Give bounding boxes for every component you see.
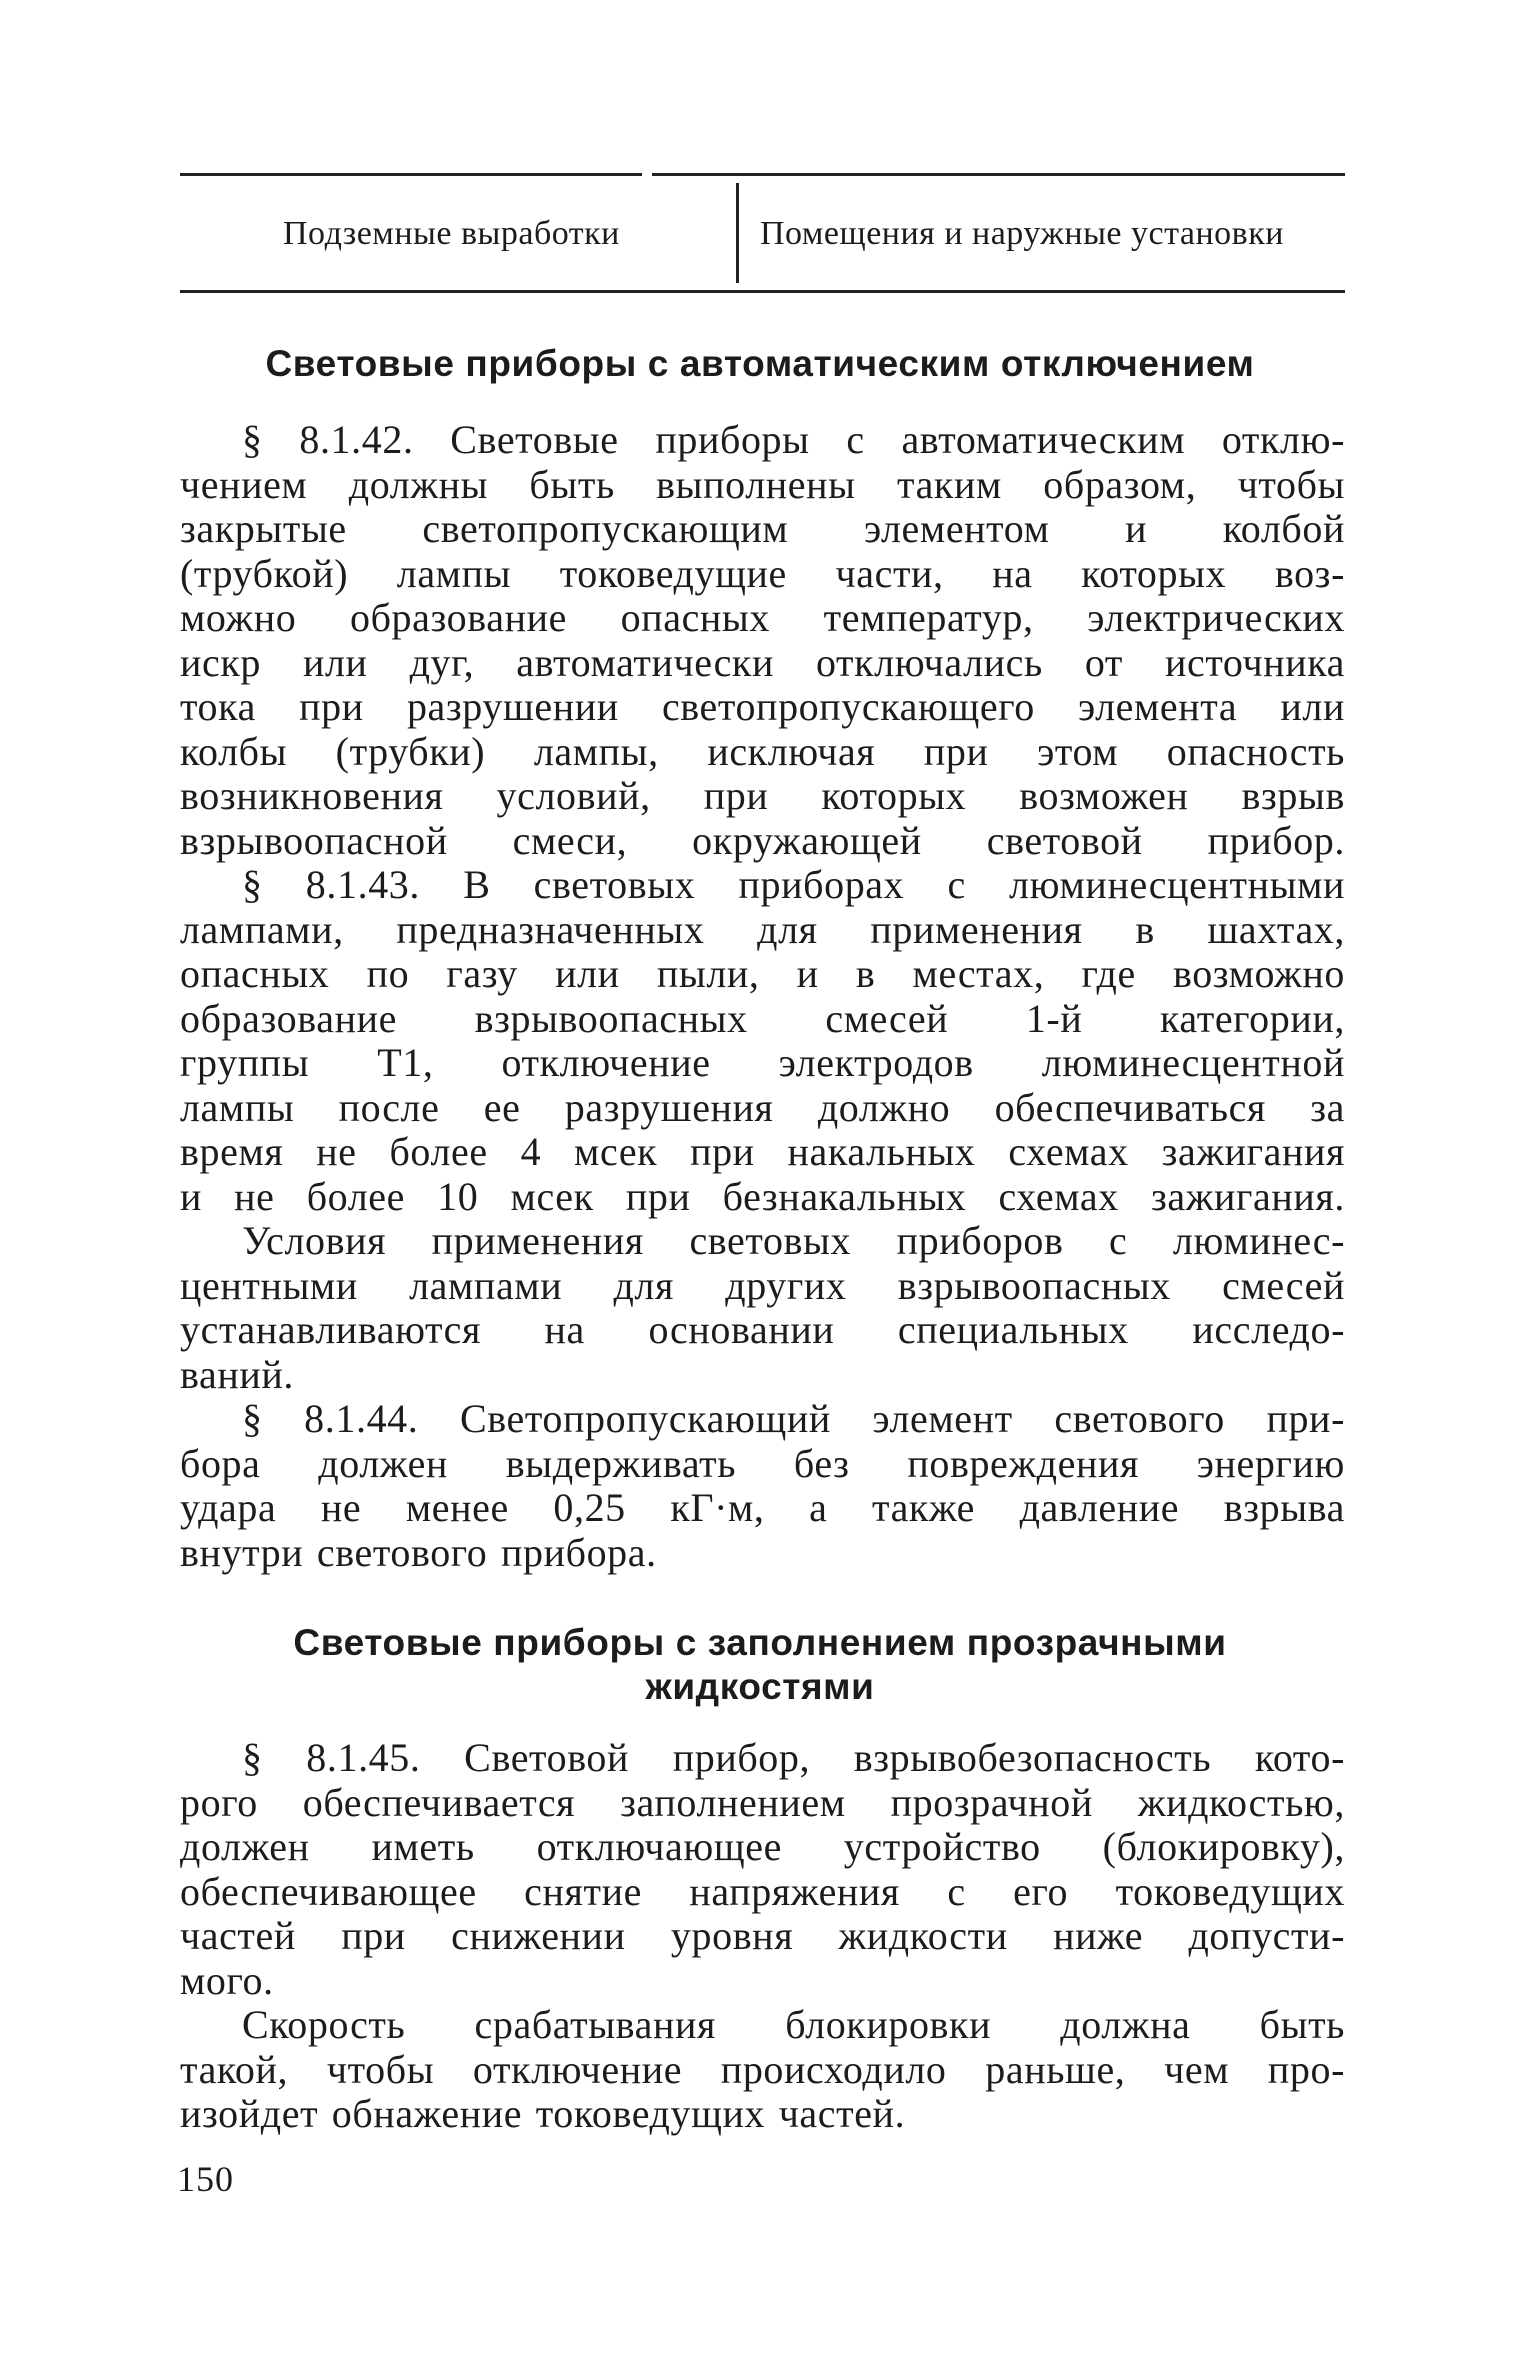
header-rule-top-left	[180, 173, 642, 176]
header-rule-top-right	[652, 173, 1345, 176]
section-heading-line: жидкостями	[645, 1666, 875, 1707]
text-line: Условия применения световых приборов с люминес-	[242, 1218, 1345, 1263]
text-line: возникновения условий, при которых возможен взрыв	[180, 773, 1345, 818]
section-heading-liquid-filled	[180, 1621, 1340, 1709]
text-line: можно образование опасных температур, электрических	[180, 595, 1345, 640]
text-line: бора должен выдерживать без повреждения энергию	[180, 1440, 1345, 1486]
paragraph-conditions	[180, 1219, 1345, 1397]
text-line: и не более 10 мсек при безнакальных схемах зажигания.	[180, 1173, 1345, 1219]
text-line: искр или дуг, автоматически отключались от источника	[180, 639, 1345, 685]
text-line: лампами, предназначенных для применения в шахтах,	[180, 906, 1345, 952]
text-line: образование взрывоопасных смесей 1-й категории,	[180, 995, 1345, 1041]
text-line: удара не менее 0,25 кГ·м, а также давление взрыва	[180, 1485, 1345, 1530]
running-header-table	[180, 173, 1345, 293]
paragraph-8-1-44	[180, 1397, 1345, 1575]
paragraph-8-1-45	[180, 1736, 1345, 2003]
text-line: рого обеспечивается заполнением прозрачной жидкостью,	[180, 1779, 1345, 1825]
text-line: обеспечивающее снятие напряжения с его токоведущих	[180, 1868, 1345, 1914]
text-line: § 8.1.42. Световые приборы с автоматическим отклю-	[242, 417, 1345, 462]
paragraph-8-1-43	[180, 863, 1345, 1219]
text-line: центными лампами для других взрывоопасных смесей	[180, 1262, 1345, 1308]
text-line: внутри светового прибора.	[180, 1529, 657, 1575]
paragraph-blocking-speed	[180, 2003, 1345, 2137]
text-line: Скорость срабатывания блокировки должна быть	[242, 2002, 1345, 2047]
text-line: мого.	[180, 1957, 274, 2003]
text-line: тока при разрушении светопропускающего элемента или	[180, 684, 1345, 729]
section-heading-auto-disconnect: Световые приборы с автоматическим отключением	[265, 343, 1255, 384]
text-line: ваний.	[180, 1351, 294, 1397]
header-right-column: Помещения и наружные установки	[760, 215, 1284, 252]
header-column-divider	[736, 183, 739, 283]
text-line: взрывоопасной смеси, окружающей световой прибор.	[180, 817, 1345, 863]
text-line: (трубкой) лампы токоведущие части, на которых воз-	[180, 550, 1345, 596]
text-line: опасных по газу или пыли, и в местах, где возможно	[180, 951, 1345, 996]
text-line: лампы после ее разрушения должно обеспечиваться за	[180, 1084, 1345, 1130]
text-line: § 8.1.43. В световых приборах с люминесцентными	[242, 862, 1345, 907]
page-number: 150	[177, 2159, 234, 2199]
text-line: частей при снижении уровня жидкости ниже допусти-	[180, 1913, 1345, 1958]
text-line: § 8.1.45. Световой прибор, взрывобезопасность кото-	[242, 1735, 1345, 1780]
text-line: колбы (трубки) лампы, исключая при этом опасность	[180, 728, 1345, 774]
text-line: должен иметь отключающее устройство (блокировку),	[180, 1824, 1345, 1869]
text-line: время не более 4 мсек при накальных схемах зажигания	[180, 1129, 1345, 1174]
header-rule-bottom	[180, 290, 1345, 293]
header-left-column: Подземные выработки	[283, 215, 620, 252]
text-line: чением должны быть выполнены таким образом, чтобы	[180, 461, 1345, 507]
text-line: устанавливаются на основании специальных исследо-	[180, 1307, 1345, 1352]
paragraph-8-1-42	[180, 418, 1345, 863]
section-heading-line: Световые приборы с заполнением прозрачными	[293, 1622, 1227, 1663]
text-line: такой, чтобы отключение происходило раньше, чем про-	[180, 2046, 1345, 2092]
text-line: группы T1, отключение электродов люминесцентной	[180, 1040, 1345, 1085]
text-line: закрытые светопропускающим элементом и колбой	[180, 506, 1345, 551]
text-line: § 8.1.44. Светопропускающий элемент светового при-	[242, 1396, 1345, 1441]
text-line: изойдет обнажение токоведущих частей.	[180, 2091, 906, 2136]
